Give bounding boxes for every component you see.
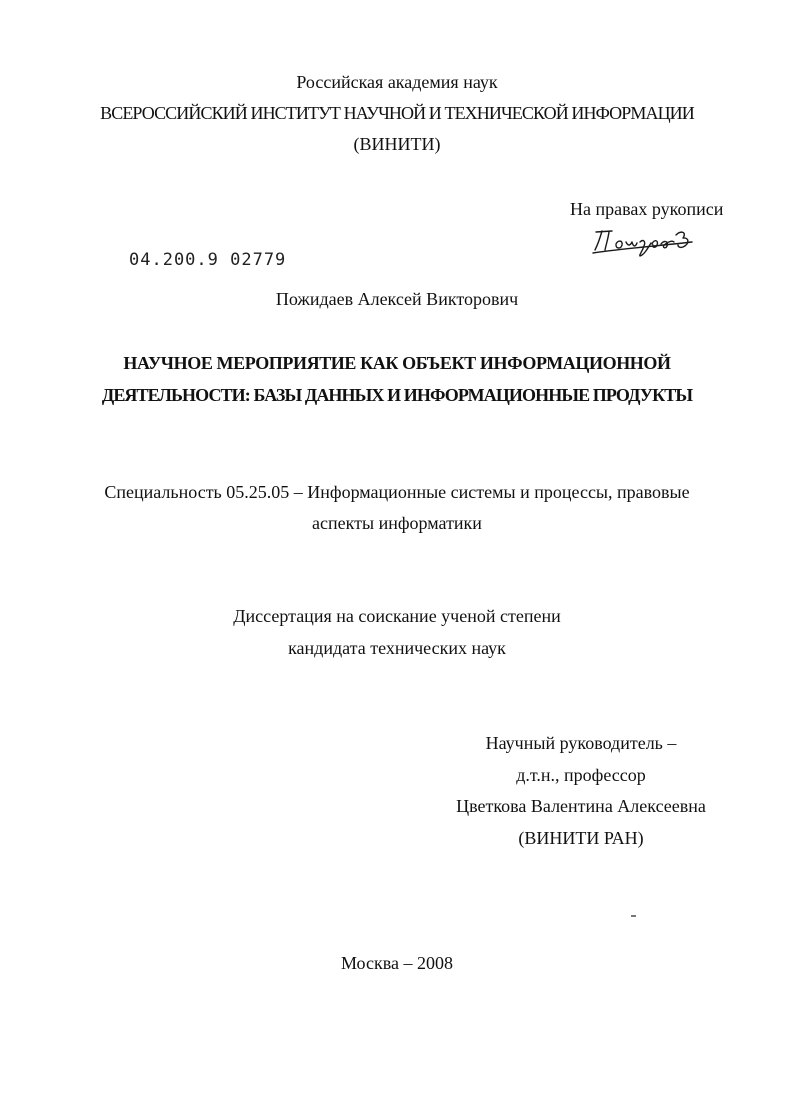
dissertation-title-line-2: ДЕЯТЕЛЬНОСТИ: БАЗЫ ДАННЫХ И ИНФОРМАЦИОННЫЕ ПРОДУКТЫ [101, 385, 693, 405]
institute-name: ВСЕРОССИЙСКИЙ ИНСТИТУТ НАУЧНОЙ И ТЕХНИЧЕСКОЙ ИНФОРМАЦИИ [100, 103, 694, 123]
author-name: Пожидаев Алексей Викторович [275, 289, 519, 309]
specialty-line-2: аспекты информатики [312, 513, 482, 533]
city-year: Москва – 2008 [341, 953, 453, 973]
dissertation-title-line-1: НАУЧНОЕ МЕРОПРИЯТИЕ КАК ОБЪЕКТ ИНФОРМАЦИОННОЙ [123, 353, 671, 373]
registration-number: 04.200.9 02779 [129, 250, 287, 270]
supervisor-role: Научный руководитель – [485, 733, 677, 753]
scan-speck [631, 915, 636, 917]
handwritten-signature [588, 222, 698, 263]
specialty-line-1: Специальность 05.25.05 – Информационные системы и процессы, правовые [104, 482, 690, 502]
supervisor-degree: д.т.н., профессор [516, 765, 646, 785]
manuscript-rights-note: На правах рукописи [570, 199, 724, 219]
supervisor-affiliation: (ВИНИТИ РАН) [518, 828, 644, 848]
supervisor-name: Цветкова Валентина Алексеевна [456, 796, 706, 816]
institute-abbreviation: (ВИНИТИ) [353, 134, 441, 154]
dissertation-degree-line-1: Диссертация на соискание ученой степени [233, 606, 561, 626]
dissertation-degree-line-2: кандидата технических наук [288, 638, 506, 658]
academy-name: Российская академия наук [296, 72, 498, 92]
